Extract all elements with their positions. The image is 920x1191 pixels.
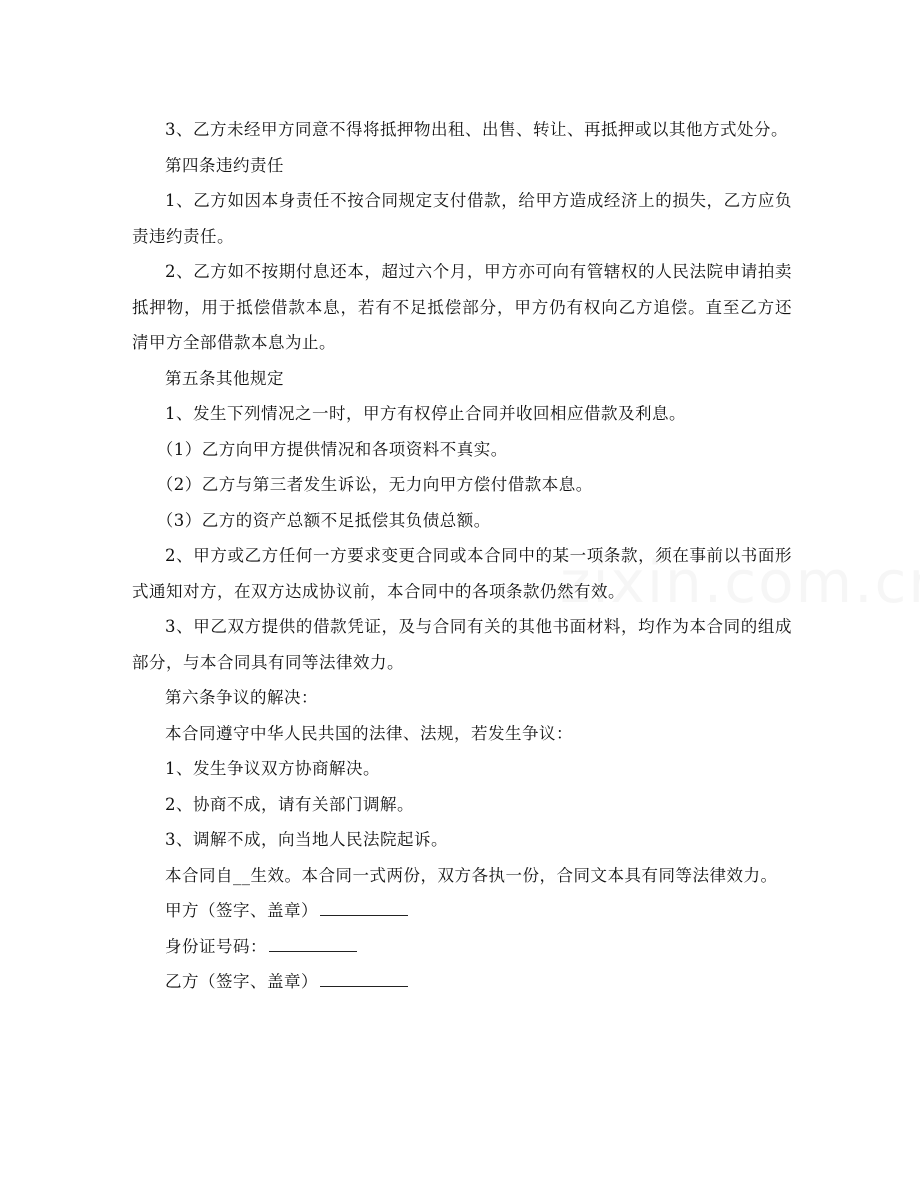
article-6-item-2: 2、协商不成，请有关部门调解。	[165, 794, 414, 814]
contract-body	[132, 112, 792, 1000]
article-6-item-1: 1、发生争议双方协商解决。	[165, 759, 380, 778]
clause-3-disposal: 3、乙方未经甲方同意不得将抵押物出租、出售、转让、再抵押或以其他方式处分。	[165, 120, 788, 139]
article-5-sub-2: （2）乙方与第三者发生诉讼，无力向甲方偿付借款本息。	[156, 475, 593, 494]
party-a-label: 甲方（签字、盖章）	[165, 901, 318, 920]
article-6-item-3: 3、调解不成，向当地人民法院起诉。	[165, 830, 448, 849]
party-b-signature-row	[132, 964, 792, 1000]
party-a-signature-line	[320, 899, 408, 917]
article-6-heading: 第六条争议的解决：	[165, 688, 318, 707]
article-5-sub-1: （1）乙方向甲方提供情况和各项资料不真实。	[156, 439, 508, 459]
id-number-row	[132, 929, 792, 965]
article-5-heading: 第五条其他规定	[165, 368, 284, 388]
effective-clause: 本合同自__生效。本合同一式两份，双方各执一份，合同文本具有同等法律效力。	[165, 865, 778, 885]
party-b-signature-line	[320, 970, 408, 988]
article-4-heading: 第四条违约责任	[165, 155, 284, 175]
article-6-intro: 本合同遵守中华人民共国的法律、法规，若发生争议：	[165, 723, 573, 743]
article-4-item-1: 1、乙方如因本身责任不按合同规定支付借款，给甲方造成经济上的损失，乙方应负责违约责任。	[132, 191, 792, 246]
article-5-item-1: 1、发生下列情况之一时，甲方有权停止合同并收回相应借款及利息。	[165, 404, 686, 423]
article-5-item-3: 3、甲乙双方提供的借款凭证，及与合同有关的其他书面材料，均作为本合同的组成部分，与本合同具有同等法律效力。	[132, 617, 792, 672]
party-b-label: 乙方（签字、盖章）	[165, 972, 318, 991]
party-a-signature-row	[132, 893, 792, 929]
article-5-sub-3: （3）乙方的资产总额不足抵偿其负债总额。	[156, 510, 491, 530]
article-4-item-2: 2、乙方如不按期付息还本，超过六个月，甲方亦可向有管辖权的人民法院申请拍卖抵押物，用于抵偿借款本息，若有不足抵偿部分，甲方仍有权向乙方追偿。直至乙方还清甲方全部借款本息为止。	[132, 262, 792, 352]
id-number-label: 身份证号码：	[165, 936, 267, 956]
id-number-line	[269, 934, 357, 952]
article-5-item-2: 2、甲方或乙方任何一方要求变更合同或本合同中的某一项条款，须在事前以书面形式通知对方，在双方达成协议前，本合同中的各项条款仍然有效。	[132, 546, 792, 601]
